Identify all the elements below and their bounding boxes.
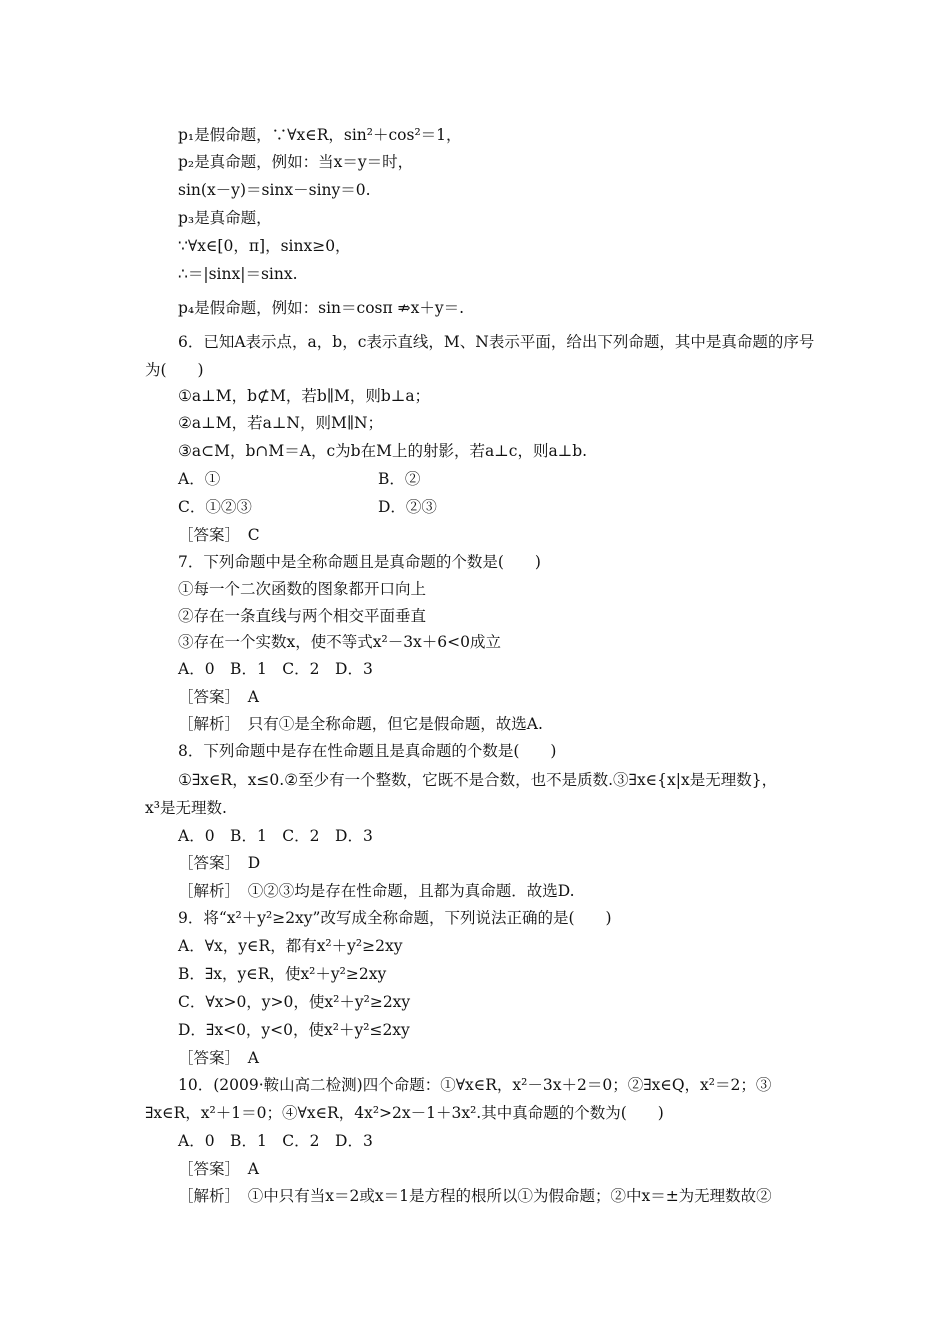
question-7-stem: 7．下列命题中是全称命题且是真命题的个数是( ) xyxy=(178,553,541,571)
text-line: ∵∀x∈[0，π]，sinx≥0， xyxy=(178,237,351,255)
answer-line: ［答案］ A xyxy=(178,1049,259,1067)
option-c: C．∀x>0，y>0，使x²＋y²≥2xy xyxy=(178,993,411,1011)
text-line: ②a⊥M，若a⊥N，则M∥N； xyxy=(178,414,384,432)
text-line: ①∃x∈R，x≤0.②至少有一个整数，它既不是合数，也不是质数.③∃x∈{x|x是无理数}， xyxy=(178,771,778,789)
text-line: sin(x－y)＝sinx－siny＝0. xyxy=(178,181,371,199)
question-6-stem-cont: 为( ) xyxy=(145,361,204,379)
text-line: ①a⊥M，b⊄M，若b∥M，则b⊥a； xyxy=(178,387,431,405)
text-line: p₁是假命题，∵∀x∈R，sin²＋cos²＝1， xyxy=(178,126,462,144)
option-c: C．①②③ xyxy=(178,498,252,516)
text-line: ①每一个二次函数的图象都开口向上 xyxy=(178,580,427,598)
option-a: A．① xyxy=(178,470,221,488)
answer-line: ［答案］ C xyxy=(178,526,260,544)
text-line: ∴＝|sinx|＝sinx. xyxy=(178,265,298,283)
options-line: A．0 B．1 C．2 D．3 xyxy=(178,660,373,678)
question-9-stem: 9．将“x²＋y²≥2xy”改写成全称命题，下列说法正确的是( ) xyxy=(178,909,612,927)
text-line: p₃是真命题， xyxy=(178,209,272,227)
analysis-line: ［解析］ ①②③均是存在性命题，且都为真命题．故选D. xyxy=(178,882,575,900)
options-line: A．0 B．1 C．2 D．3 xyxy=(178,827,373,845)
question-8-stem: 8．下列命题中是存在性命题且是真命题的个数是( ) xyxy=(178,742,557,760)
text-line: ②存在一条直线与两个相交平面垂直 xyxy=(178,607,427,625)
text-line: p₂是真命题，例如：当x＝y＝时， xyxy=(178,153,414,171)
question-10-stem: 10．(2009·鞍山高二检测)四个命题：①∀x∈R，x²－3x＋2＝0；②∃x∈Q，x²＝2；③ xyxy=(178,1076,772,1094)
question-6-stem: 6．已知A表示点，a，b，c表示直线，M、N表示平面，给出下列命题，其中是真命题的序号 xyxy=(178,333,815,351)
option-b: B．② xyxy=(378,470,421,488)
option-d: D．∃x<0，y<0，使x²＋y²≤2xy xyxy=(178,1021,410,1039)
option-a: A．∀x，y∈R，都有x²＋y²≥2xy xyxy=(178,937,403,955)
option-b: B．∃x，y∈R，使x²＋y²≥2xy xyxy=(178,965,387,983)
answer-line: ［答案］ D xyxy=(178,854,261,872)
analysis-line: ［解析］ 只有①是全称命题，但它是假命题，故选A. xyxy=(178,715,543,733)
text-line: p₄是假命题，例如：sin＝cosπ ⇏x＋y＝. xyxy=(178,299,465,317)
answer-line: ［答案］ A xyxy=(178,1160,259,1178)
text-line: x³是无理数. xyxy=(145,799,227,817)
text-line: ③存在一个实数x，使不等式x²－3x＋6<0成立 xyxy=(178,633,502,651)
options-line: A．0 B．1 C．2 D．3 xyxy=(178,1132,373,1150)
question-10-stem-cont: ∃x∈R，x²＋1＝0；④∀x∈R，4x²>2x－1＋3x².其中真命题的个数为( ) xyxy=(145,1104,664,1122)
answer-line: ［答案］ A xyxy=(178,688,259,706)
analysis-line: ［解析］ ①中只有当x＝2或x＝1是方程的根所以①为假命题；②中x＝±为无理数故② xyxy=(178,1187,772,1205)
option-d: D．②③ xyxy=(378,498,437,516)
text-line: ③a⊂M，b∩M＝A，c为b在M上的射影，若a⊥c，则a⊥b. xyxy=(178,442,588,460)
